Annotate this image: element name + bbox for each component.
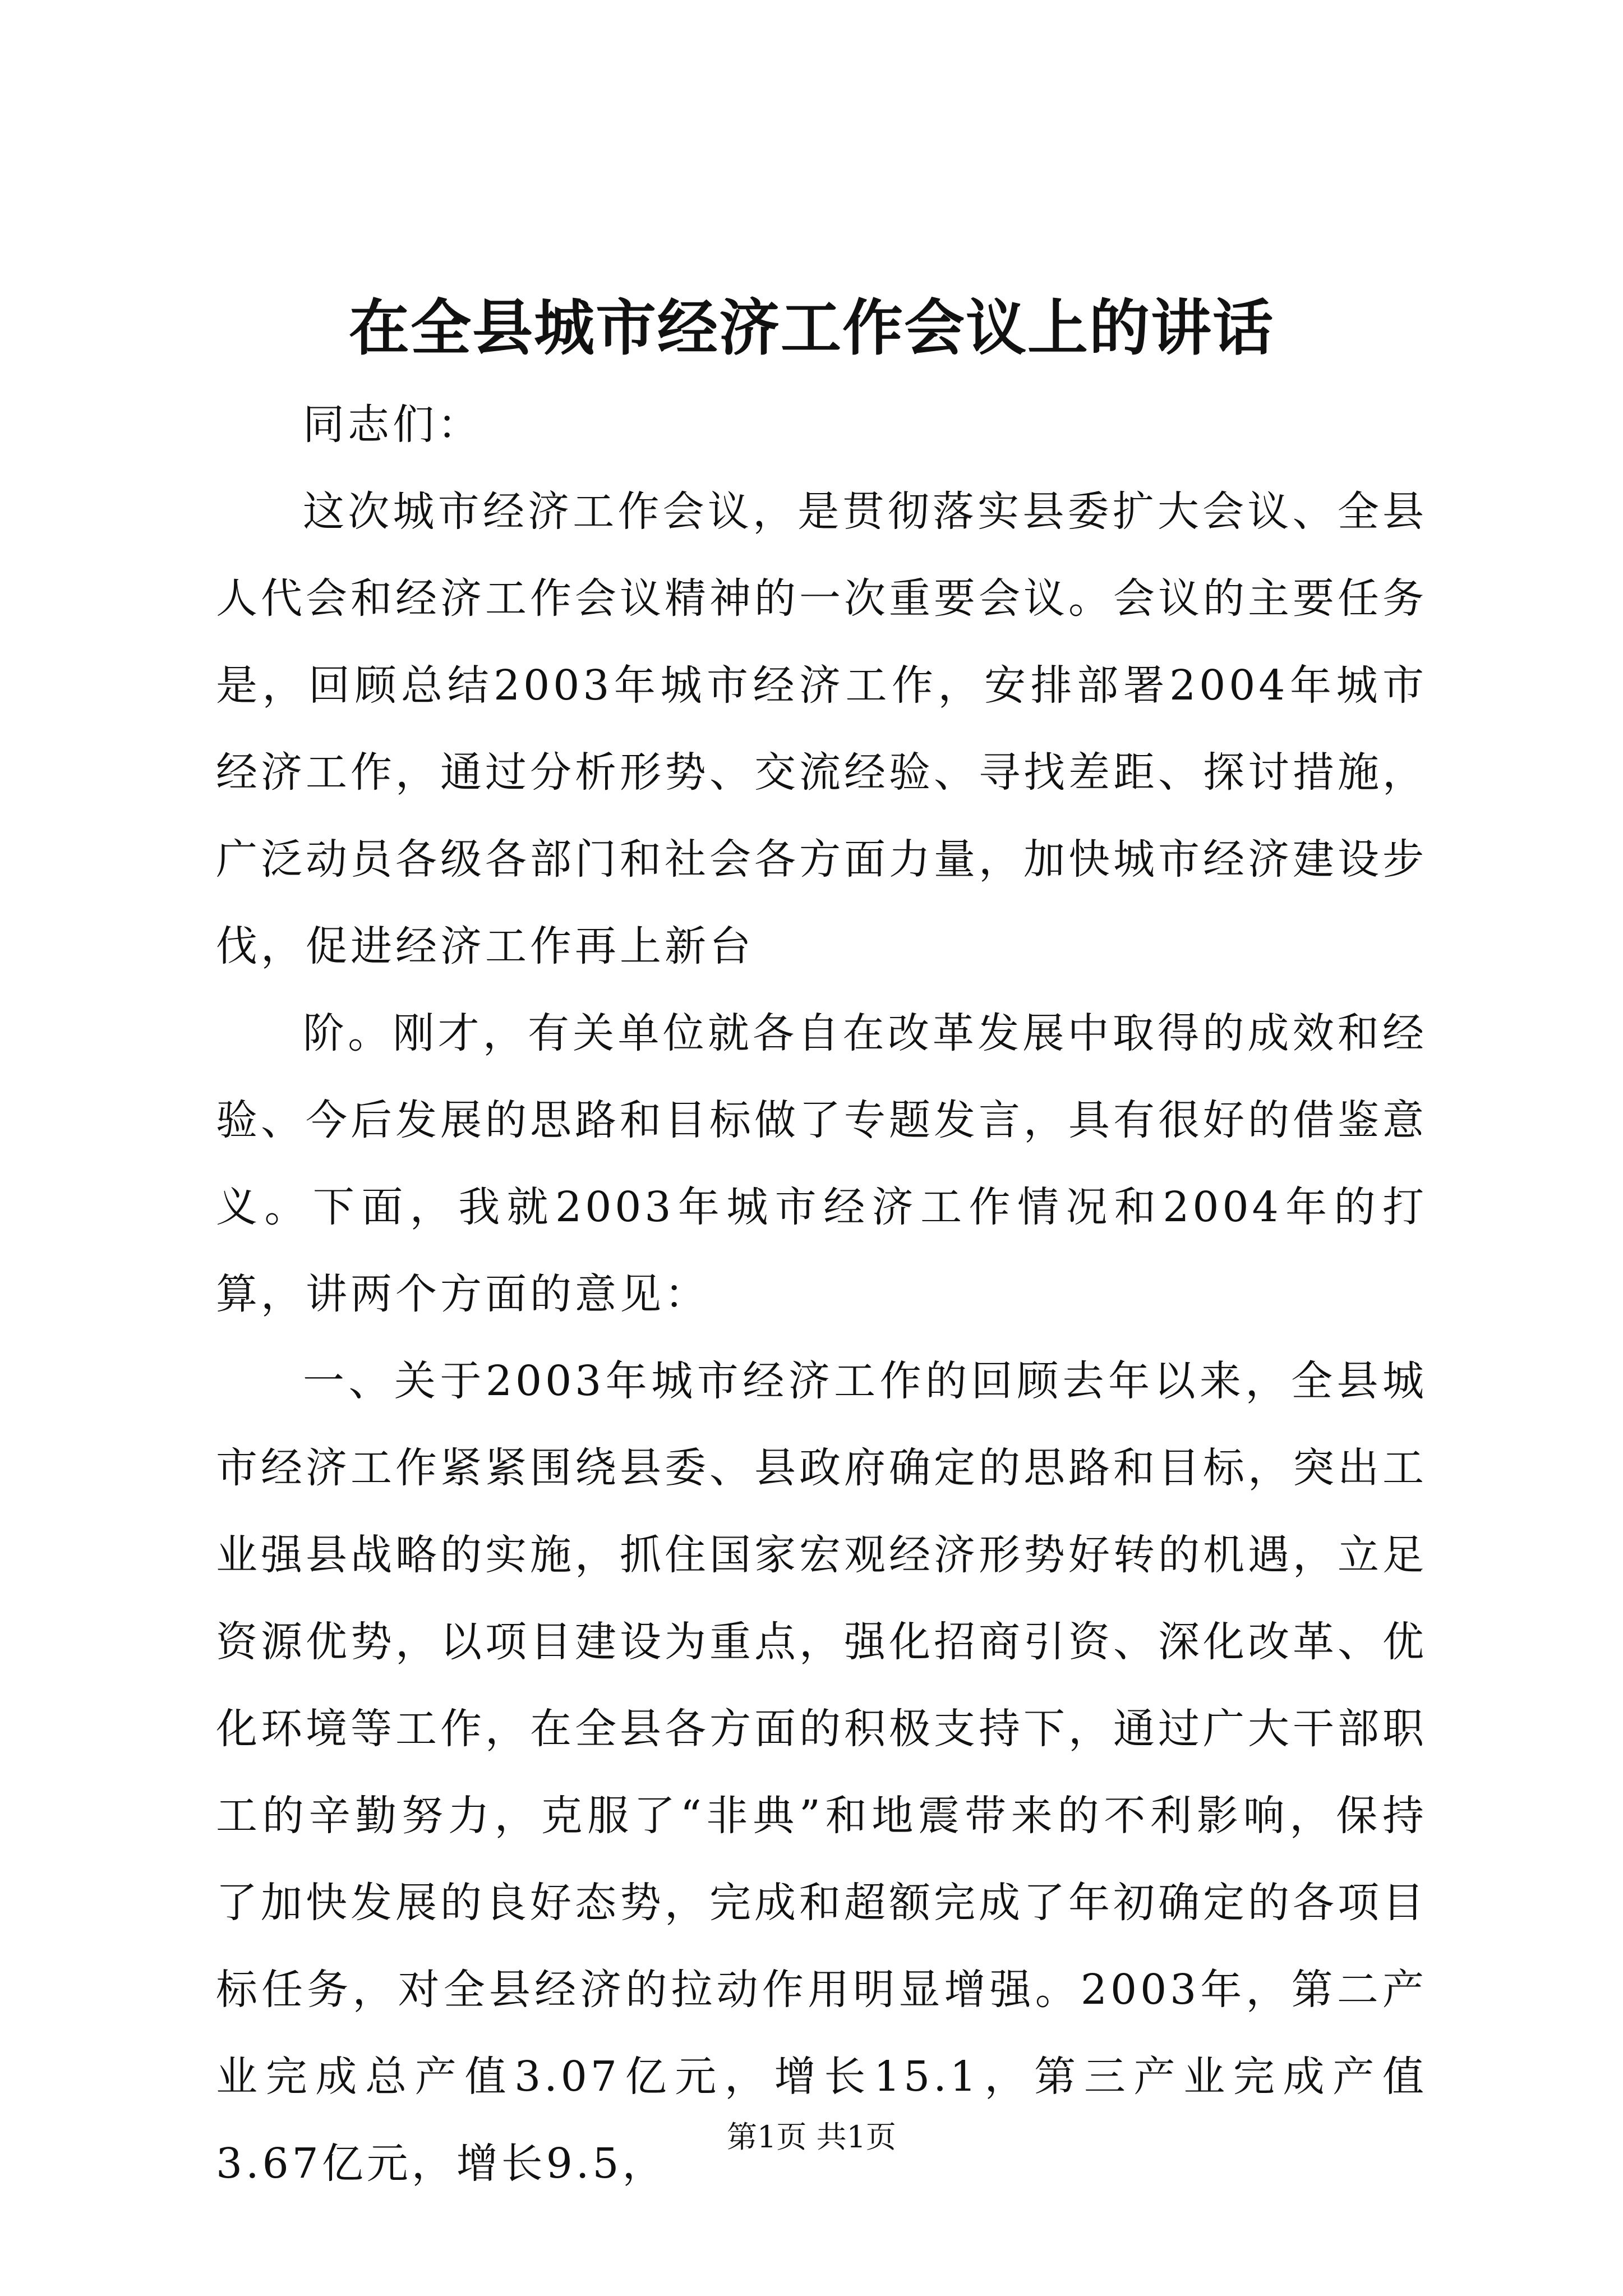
paragraph-3: 一、关于2003年城市经济工作的回顾去年以来，全县城市经济工作紧紧围绕县委、县政府确定的思路和目标，突出工业强县战略的实施，抓住国家宏观经济形势好转的机遇，立足资源优势，以项目建设为重点，强化招商引资、深化改革、优化环境等工作，在全县各方面的积极支持下，通过广大干部职工的辛勤努力，克服了“非典”和地震带来的不利影响，保持了加快发展的良好态势，完成和超额完成了年初确定的各项目标任务，对全县经济的拉动作用明显增强。2003年，第二产业完成总产值3.07亿元，增长15.1，第三产业完成产值3.67亿元，增长9.5，	[216, 1357, 1427, 2188]
greeting: 同志们：	[303, 401, 482, 449]
document-body	[216, 381, 1427, 2207]
page-footer: 第1页 共1页	[727, 2119, 896, 2155]
paragraph-2: 阶。刚才，有关单位就各自在改革发展中取得的成效和经验、今后发展的思路和目标做了专题发言，具有很好的借鉴意义。下面，我就2003年城市经济工作情况和2004年的打算，讲两个方面的意见：	[216, 1009, 1427, 1318]
paragraph-1: 这次城市经济工作会议，是贯彻落实县委扩大会议、全县人代会和经济工作会议精神的一次重要会议。会议的主要任务是，回顾总结2003年城市经济工作，安排部署2004年城市经济工作，通过分析形势、交流经验、寻找差距、探讨措施，广泛动员各级各部门和社会各方面力量，加快城市经济建设步伐，促进经济工作再上新台	[216, 487, 1427, 970]
document-title: 在全县城市经济工作会议上的讲话	[348, 293, 1274, 364]
